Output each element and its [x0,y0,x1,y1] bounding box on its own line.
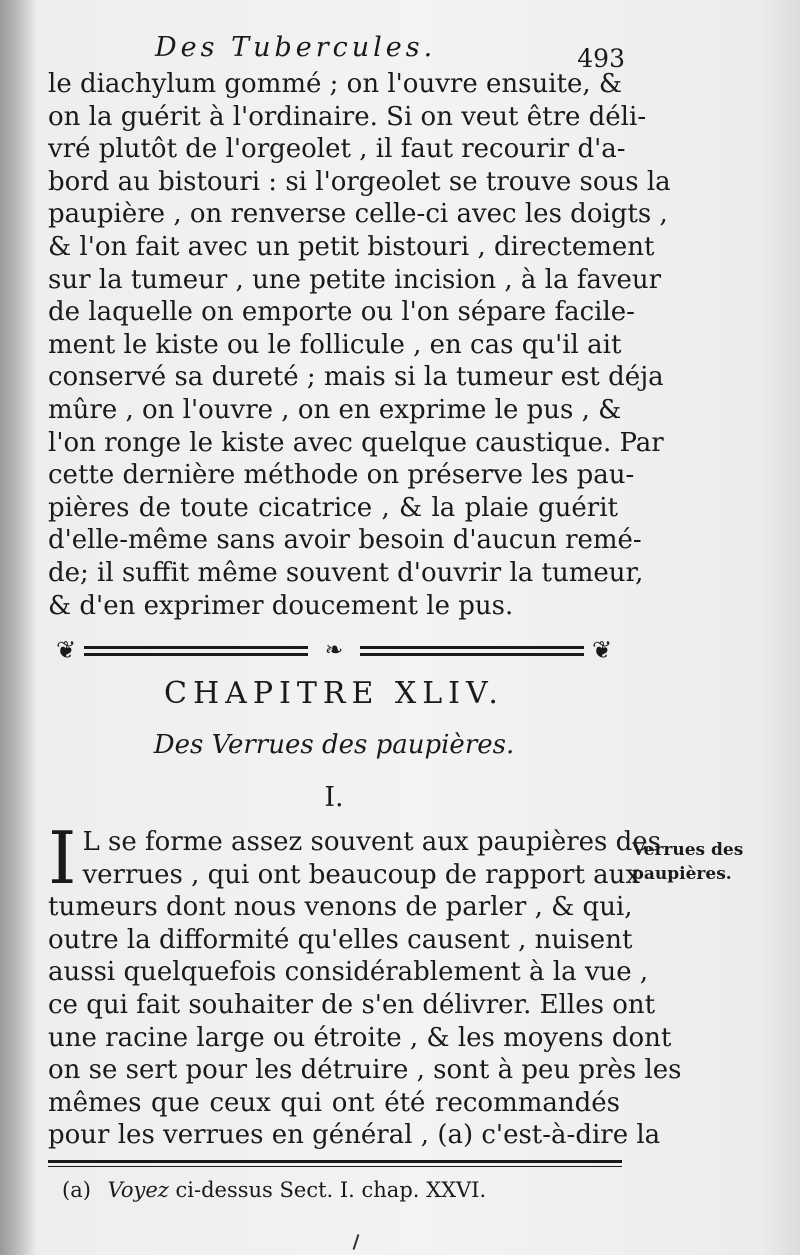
running-head: Des Tubercules. [155,32,437,63]
footnote-rule-thin [48,1166,622,1167]
continued-paragraph [48,68,671,622]
text-line: pières de toute cicatrice , & la plaie guérit [48,492,618,523]
footnote [62,1178,622,1202]
text-line: vré plutôt de l'orgeolet , il faut recourir d'a- [48,134,626,165]
text-line: & l'on fait avec un petit bistouri , directement [48,231,655,262]
text-line: mêmes que ceux qui ont été recommandés [48,1087,620,1118]
drop-cap: I [48,816,77,900]
section-paragraph [48,816,682,1152]
chapter-subtitle: Des Verrues des paupières. [153,730,515,760]
chapter-title: CHAPITRE XLIV. [164,676,504,711]
fleuron-left-icon: ❦ [55,636,77,664]
margin-note [632,838,782,886]
footnote-italic: Voyez [107,1178,169,1202]
text-line: sur la tumeur , une petite incision , à la faveur [48,264,662,295]
fleuron-center-icon: ❧ [308,639,360,663]
text-line: ce qui fait souhaiter de s'en délivrer. Elles ont [48,989,656,1020]
text-line: pour les verrues en général , (a) c'est-à-dire la [48,1120,661,1151]
page-header [155,30,625,73]
text-line: le diachylum gommé ; on l'ouvre ensuite, & [48,69,623,99]
text-line: aussi quelquefois considérablement à la vue , [48,957,649,988]
footnote-text: ci-dessus Sect. I. chap. XXVI. [175,1178,487,1202]
text-line: tumeurs dont nous venons de parler , & qui, [48,892,633,923]
footnote-mark: (a) [62,1178,91,1202]
text-line: ment le kiste ou le follicule , en cas qu'il ait [48,329,622,360]
margin-note-line: paupières. [632,864,732,884]
text-line: on la guérit à l'ordinaire. Si on veut être déli- [48,101,647,132]
margin-note-line: Verrues des [632,840,744,860]
fleuron-right-icon: ❦ [591,636,613,664]
text-line: & d'en exprimer doucement le pus. [48,590,514,621]
section-number: I. [324,782,344,813]
footnote-rule [48,1160,622,1163]
text-line: cette dernière méthode on préserve les pau- [48,460,635,491]
text-line: paupière , on renverse celle-ci avec les doigts , [48,199,668,230]
page-number: 493 [577,44,625,73]
binding-shadow [0,0,36,1255]
text-line: outre la difformité qu'elles causent , nuisent [48,924,633,955]
text-line: bord au bistouri : si l'orgeolet se trouve sous la [48,166,671,197]
text-line: de laquelle on emporte ou l'on sépare facile- [48,297,635,328]
text-line: mûre , on l'ouvre , on en exprime le pus , & [48,394,622,425]
text-line: L se forme assez souvent aux paupières des [82,827,662,857]
text-line: de; il suffit même souvent d'ouvrir la tumeur, [48,557,644,588]
text-line: une racine large ou étroite , & les moyens dont [48,1022,672,1053]
text-line: conservé sa dureté ; mais si la tumeur est déja [48,362,664,393]
decorative-rule [48,637,620,665]
text-line: on se sert pour les détruire , sont à peu près les [48,1055,682,1086]
text-line: verrues , qui ont beaucoup de rapport aux [82,859,641,890]
stray-ink-mark [353,1234,360,1250]
text-line: l'on ronge le kiste avec quelque caustique. Par [48,427,664,458]
text-line: d'elle-même sans avoir besoin d'aucun remé- [48,525,642,556]
